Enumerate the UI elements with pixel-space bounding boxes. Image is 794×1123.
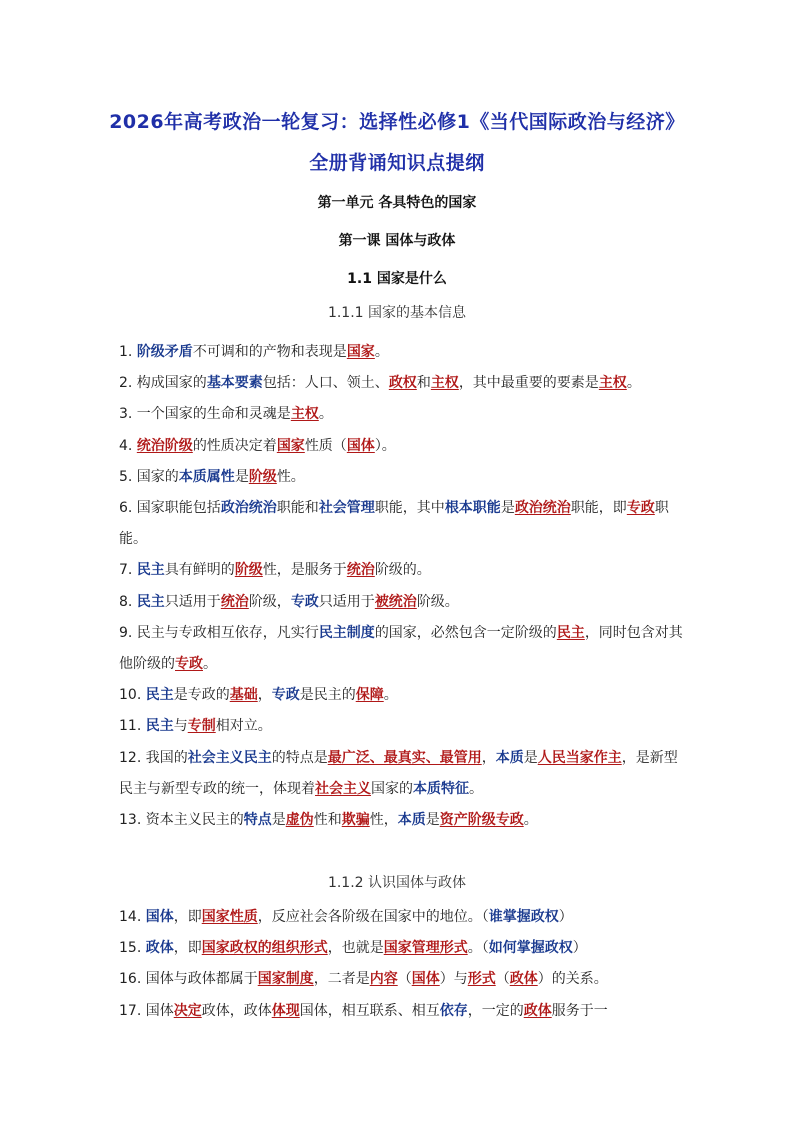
item-text: （ bbox=[397, 971, 412, 988]
item-text: 。 bbox=[318, 406, 333, 423]
item-text: 3. 一个国家的生命和灵魂是 bbox=[119, 406, 291, 423]
item-text: 只适用于 bbox=[318, 593, 375, 610]
answer-keyword: 统治 bbox=[346, 562, 375, 579]
item-text: 只适用于 bbox=[164, 593, 221, 610]
answer-keyword: 国体 bbox=[346, 437, 375, 454]
answer-keyword: 决定 bbox=[173, 1002, 202, 1019]
item-text: ，反应社会各阶级在国家中的地位。（ bbox=[257, 909, 489, 925]
answer-keyword: 国体 bbox=[411, 971, 440, 988]
key-term: 根本职能 bbox=[444, 500, 501, 517]
lesson-heading: 第一课 国体与政体 bbox=[338, 233, 456, 249]
item-text: 。 bbox=[523, 812, 538, 829]
answer-keyword: 阶级 bbox=[234, 562, 263, 579]
answer-keyword: 欺骗 bbox=[341, 812, 370, 829]
knowledge-item bbox=[119, 555, 689, 586]
item-text: 是民主的 bbox=[299, 687, 356, 704]
item-text: ，是新型民主与新型专政的统一，体现着 bbox=[119, 749, 678, 797]
item-text: 是 bbox=[271, 812, 286, 829]
unit-heading: 第一单元 各具特色的国家 bbox=[317, 195, 477, 211]
knowledge-item bbox=[119, 964, 689, 995]
answer-keyword: 政体 bbox=[523, 1002, 552, 1019]
knowledge-item bbox=[119, 587, 689, 618]
section-heading: 1.1 国家是什么 bbox=[347, 271, 447, 287]
knowledge-item bbox=[119, 618, 689, 680]
document-title-line1: 2026年高考政治一轮复习：选择性必修1《当代国际政治与经济》 bbox=[109, 111, 685, 133]
answer-keyword: 国家制度 bbox=[257, 971, 314, 988]
key-term: 阶级矛盾 bbox=[136, 344, 193, 360]
knowledge-item bbox=[119, 711, 689, 742]
knowledge-item bbox=[119, 368, 689, 399]
item-text: 阶级的。 bbox=[374, 562, 431, 579]
item-text: 12. 我国的 bbox=[119, 749, 188, 766]
answer-keyword: 内容 bbox=[369, 971, 398, 988]
knowledge-item bbox=[119, 493, 689, 555]
item-text: ）。 bbox=[374, 437, 396, 454]
item-text: 具有鲜明的 bbox=[164, 562, 235, 579]
answer-keyword: 统治阶级 bbox=[136, 437, 193, 454]
item-text: 性， bbox=[369, 812, 398, 829]
key-term: 社会管理 bbox=[318, 500, 375, 517]
answer-keyword: 基础 bbox=[229, 687, 258, 704]
item-text: 。 bbox=[374, 344, 389, 360]
answer-keyword: 国家 bbox=[346, 344, 375, 360]
key-term: 政治统治 bbox=[220, 500, 277, 517]
item-text: 。（ bbox=[467, 940, 489, 957]
answer-keyword: 主权 bbox=[598, 375, 627, 392]
answer-keyword: 政体 bbox=[509, 971, 538, 988]
answer-keyword: 保障 bbox=[355, 687, 384, 704]
knowledge-item bbox=[119, 996, 689, 1027]
item-text: 。 bbox=[383, 687, 398, 704]
item-text: ） bbox=[572, 940, 587, 957]
subsection-heading-1: 1.1.1 国家的基本信息 bbox=[327, 305, 467, 321]
answer-keyword: 体现 bbox=[271, 1002, 300, 1019]
answer-keyword: 专政 bbox=[626, 500, 655, 517]
item-text: 包括：人口、领土、 bbox=[262, 375, 389, 392]
key-term: 特点 bbox=[243, 812, 272, 829]
answer-keyword: 专政 bbox=[175, 656, 203, 673]
answer-keyword: 社会主义 bbox=[315, 780, 371, 797]
key-term: 社会主义民主 bbox=[187, 749, 272, 766]
item-text: 职能，即 bbox=[570, 500, 627, 517]
item-text: ，其中最重要的要素是 bbox=[458, 375, 599, 392]
item-text: 性，是服务于 bbox=[262, 562, 347, 579]
item-text: 性。 bbox=[276, 468, 305, 485]
item-text: 13. 资本主义民主的 bbox=[119, 812, 244, 829]
answer-keyword: 人民当家作主 bbox=[537, 749, 622, 766]
item-text: 4. bbox=[119, 437, 137, 454]
answer-keyword: 政治统治 bbox=[514, 500, 571, 517]
item-text: 9. 民主与专政相互依存，凡实行 bbox=[119, 624, 319, 641]
key-term: 民主 bbox=[145, 718, 174, 735]
item-text: 17. 国体 bbox=[119, 1002, 174, 1019]
knowledge-item bbox=[119, 933, 689, 964]
item-text: ， bbox=[481, 749, 496, 766]
answer-keyword: 主权 bbox=[430, 375, 459, 392]
item-text: ， bbox=[257, 687, 272, 704]
answer-keyword: 形式 bbox=[467, 971, 496, 988]
key-term: 本质 bbox=[495, 749, 524, 766]
answer-keyword: 专制 bbox=[187, 718, 216, 735]
answer-keyword: 政权 bbox=[388, 375, 417, 392]
answer-keyword: 国家管理形式 bbox=[383, 940, 468, 957]
item-text: 8. bbox=[119, 593, 137, 610]
key-term: 民主 bbox=[136, 562, 165, 579]
key-term: 专政 bbox=[271, 687, 300, 704]
key-term: 基本要素 bbox=[206, 375, 263, 392]
subsection-heading-2: 1.1.2 认识国体与政体 bbox=[327, 875, 467, 891]
knowledge-item bbox=[119, 337, 689, 368]
answer-keyword: 民主 bbox=[556, 624, 585, 641]
item-text: 6. 国家职能包括 bbox=[119, 500, 221, 517]
knowledge-list-1 bbox=[119, 337, 689, 836]
key-term: 民主 bbox=[145, 687, 174, 704]
item-text: 。 bbox=[626, 375, 641, 392]
item-text: 11. bbox=[119, 718, 146, 735]
answer-keyword: 虚伪 bbox=[285, 812, 314, 829]
item-text: ，同时包含对其他阶级的 bbox=[119, 624, 683, 673]
item-text: 性和 bbox=[313, 812, 342, 829]
item-text: ，二者是 bbox=[313, 971, 370, 988]
answer-keyword: 被统治 bbox=[374, 593, 417, 610]
item-text: 国体，相互联系、相互 bbox=[299, 1002, 440, 1019]
item-text: ） bbox=[558, 909, 573, 925]
knowledge-item bbox=[119, 902, 689, 933]
knowledge-item bbox=[119, 462, 689, 493]
knowledge-item bbox=[119, 805, 689, 836]
item-text: 16. 国体与政体都属于 bbox=[119, 971, 258, 988]
key-term: 本质特征 bbox=[413, 780, 469, 797]
item-text: 10. bbox=[119, 687, 146, 704]
key-term: 专政 bbox=[290, 593, 319, 610]
item-text: ，一定的 bbox=[467, 1002, 524, 1019]
item-text: ，也就是 bbox=[327, 940, 384, 957]
answer-keyword: 最广泛、最真实、最管用 bbox=[327, 749, 482, 766]
answer-keyword: 统治 bbox=[220, 593, 249, 610]
item-text: 的国家，必然包含一定阶级的 bbox=[374, 624, 557, 641]
item-text: 2. 构成国家的 bbox=[119, 375, 207, 392]
key-term: 如何掌握政权 bbox=[488, 940, 573, 957]
answer-keyword: 资产阶级专政 bbox=[439, 812, 524, 829]
item-text: 国家的 bbox=[371, 780, 413, 797]
item-text: ）与 bbox=[439, 971, 468, 988]
answer-keyword: 国家性质 bbox=[201, 909, 258, 925]
item-text: 1. bbox=[119, 344, 137, 360]
item-text: 职能，其中 bbox=[374, 500, 445, 517]
key-term: 谁掌握政权 bbox=[488, 909, 559, 925]
item-text: 性质（ bbox=[304, 437, 347, 454]
item-text: 不可调和的产物和表现是 bbox=[192, 344, 347, 360]
item-text: ）的关系。 bbox=[537, 971, 608, 988]
item-text: 的特点是 bbox=[271, 749, 328, 766]
item-text: 相对立。 bbox=[215, 718, 272, 735]
answer-keyword: 国家 bbox=[276, 437, 305, 454]
key-term: 民主 bbox=[136, 593, 165, 610]
item-text: 是 bbox=[425, 812, 440, 829]
item-text: ，即 bbox=[173, 909, 202, 925]
item-text: 是 bbox=[234, 468, 249, 485]
knowledge-list-2 bbox=[119, 902, 689, 1027]
item-text: 阶级。 bbox=[416, 593, 459, 610]
answer-keyword: 阶级 bbox=[248, 468, 277, 485]
key-term: 民主制度 bbox=[318, 624, 375, 641]
item-text: 。 bbox=[203, 656, 217, 673]
key-term: 国体 bbox=[145, 909, 174, 925]
item-text: 与 bbox=[173, 718, 188, 735]
item-text: 是 bbox=[500, 500, 515, 517]
knowledge-item bbox=[119, 743, 689, 805]
answer-keyword: 国家政权的组织形式 bbox=[201, 940, 328, 957]
key-term: 本质 bbox=[397, 812, 426, 829]
item-text: 政体，政体 bbox=[201, 1002, 272, 1019]
item-text: 14. bbox=[119, 909, 146, 925]
key-term: 政体 bbox=[145, 940, 174, 957]
item-text: ，即 bbox=[173, 940, 202, 957]
item-text: 是 bbox=[523, 749, 538, 766]
item-text: 阶级， bbox=[248, 593, 291, 610]
knowledge-item bbox=[119, 680, 689, 711]
item-text: 15. bbox=[119, 940, 146, 957]
item-text: 服务于一 bbox=[551, 1002, 608, 1019]
item-text: （ bbox=[495, 971, 510, 988]
key-term: 本质属性 bbox=[178, 468, 235, 485]
document-title-line2: 全册背诵知识点提纲 bbox=[309, 152, 485, 174]
item-text: 职能和 bbox=[276, 500, 319, 517]
item-text: 和 bbox=[416, 375, 431, 392]
knowledge-item bbox=[119, 431, 689, 462]
knowledge-item bbox=[119, 399, 689, 430]
key-term: 依存 bbox=[439, 1002, 468, 1019]
item-text: 的性质决定着 bbox=[192, 437, 277, 454]
item-text: 7. bbox=[119, 562, 137, 579]
answer-keyword: 主权 bbox=[290, 406, 319, 423]
item-text: 是专政的 bbox=[173, 687, 230, 704]
item-text: 职能。 bbox=[119, 500, 669, 548]
item-text: 5. 国家的 bbox=[119, 468, 179, 485]
item-text: 。 bbox=[469, 780, 483, 797]
